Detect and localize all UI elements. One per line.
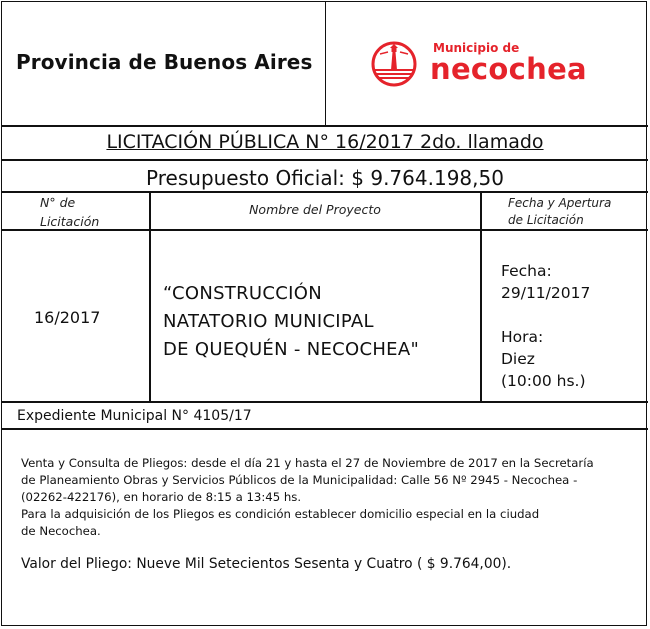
details-line: de Planeamiento Obras y Servicios Públicos de la Municipalidad: Calle 56 Nº 2945 - Necochea - bbox=[21, 473, 578, 487]
details-line: (02262-422176), en horario de 8:15 a 13:45 hs. bbox=[21, 490, 302, 504]
column-header-date bbox=[508, 195, 611, 229]
expediente-number: Expediente Municipal N° 4105/17 bbox=[17, 408, 252, 424]
sale-details bbox=[21, 455, 641, 540]
project-name-line1: “CONSTRUCCIÓN bbox=[163, 283, 322, 304]
column-header-project: Nombre del Proyecto bbox=[249, 202, 381, 217]
tender-title-text: LICITACIÓN PÚBLICA N° 16/2017 2do. llamado bbox=[106, 131, 544, 153]
province-title: Provincia de Buenos Aires bbox=[16, 50, 313, 74]
col-divider-1 bbox=[149, 191, 151, 402]
rule-expediente bbox=[1, 428, 648, 430]
column-header-number bbox=[40, 193, 99, 231]
rule-row bbox=[1, 401, 648, 403]
header-divider bbox=[325, 1, 326, 126]
opening-date-time bbox=[501, 260, 590, 392]
project-name bbox=[163, 280, 419, 364]
details-line: Venta y Consulta de Pliegos: desde el día 21 y hasta el 27 de Noviembre de 2017 en la Secretaría bbox=[21, 456, 594, 470]
details-line: de Necochea. bbox=[21, 524, 101, 538]
column-header-date-line1: Fecha y Apertura bbox=[508, 196, 612, 210]
time-value-words: Diez bbox=[501, 350, 535, 368]
logo-wordmark: necochea bbox=[430, 52, 587, 86]
rule-header bbox=[1, 125, 648, 127]
column-header-number-line1: N° de bbox=[40, 195, 76, 210]
col-divider-2 bbox=[480, 191, 482, 402]
column-header-number-line2: Licitación bbox=[40, 214, 100, 229]
date-label: Fecha: bbox=[501, 262, 552, 280]
municipio-logo bbox=[370, 40, 610, 90]
time-label: Hora: bbox=[501, 328, 544, 346]
time-value-digits: (10:00 hs.) bbox=[501, 372, 586, 390]
lighthouse-emblem-icon bbox=[370, 40, 418, 88]
project-name-line2: NATATORIO MUNICIPAL bbox=[163, 311, 374, 332]
pliego-price: Valor del Pliego: Nueve Mil Setecientos Sesenta y Cuatro ( $ 9.764,00). bbox=[21, 556, 512, 572]
project-name-line3: DE QUEQUÉN - NECOCHEA" bbox=[163, 339, 420, 360]
date-value: 29/11/2017 bbox=[501, 284, 591, 302]
logo-small-text: Municipio de bbox=[433, 41, 520, 55]
official-budget: Presupuesto Oficial: $ 9.764.198,50 bbox=[146, 166, 504, 190]
details-line: Para la adquisición de los Pliegos es condición establecer domicilio especial en la ciudad bbox=[21, 507, 540, 521]
tender-number: 16/2017 bbox=[34, 308, 101, 327]
column-header-date-line2: de Licitación bbox=[508, 213, 584, 227]
tender-title bbox=[0, 131, 650, 153]
rule-title bbox=[1, 159, 648, 161]
